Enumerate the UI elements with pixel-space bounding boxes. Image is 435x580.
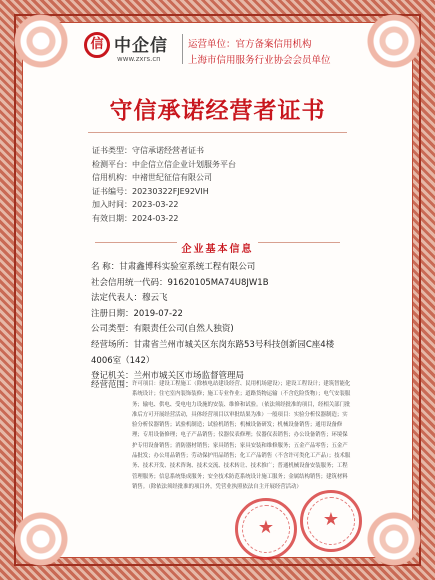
section-rule-right [258, 242, 340, 243]
basic-info [91, 260, 351, 385]
cert-row: 检测平台：中企信立信企业计划服务平台 [92, 159, 236, 169]
seal-stamp: ★ [235, 498, 297, 560]
basic-row: 经营场所：甘肃省兰州市城关区东岗东路53号科技创新园C座4楼 [91, 339, 335, 350]
operator-line-1: 运营单位：官方备案信用机构 [188, 39, 312, 50]
corner-ornament [366, 13, 422, 69]
brand-url: www.zxrs.cn [117, 55, 161, 63]
corner-ornament [13, 511, 69, 567]
brand-name: 中企信 [114, 36, 168, 56]
logo-icon: 信 [84, 32, 110, 58]
seal-stamp: ★ [300, 490, 362, 552]
business-scope: 许可项目：建设工程施工（除核电站建设经营、民用机场建设）；建设工程设计；建筑智能化系统设计；住宅室内装饰装修；施工专业作业；道路货物运输（不含危险货物）；电气安装服务；输电、供电、受电电力设施的安装、维修和试验。（依法须经批准的项目，经相关部门批准后方可开展经营活动，具体经营项目以审批结果为准）一般项目：实验分析仪器制造；实验分析仪器销售；试验机制造；试验机销售；机械设备研发；机械设备销售；通用设备修理；专用设备修理；电子产品销售；仪器仪表修理；仪器仪表销售；办公设备销售；环境保护专用设备销售；消防器材销售；家具销售；家具安装和维修服务；五金产品零售；五金产品批发；办公用品销售；劳动保护用品销售；化工产品销售（不含许可类化工产品）；技术服务、技术开发、技术咨询、技术交流、技术转让、技术推广；普通机械设备安装服务；工程管理服务；信息系统集成服务；安全技术防范系统设计施工服务；金属结构销售；建筑材料销售。（除依法须经批准的项目外，凭营业执照依法自主开展经营活动） [132, 381, 351, 490]
corner-ornament [366, 511, 422, 567]
title-divider [88, 132, 347, 133]
basic-row: 法定代表人：穆云飞 [91, 293, 168, 304]
basic-row: 4006室（142） [91, 355, 155, 366]
certificate-title: 守信承诺经营者证书 [109, 98, 326, 124]
basic-row: 注册日期：2019-07-22 [91, 308, 183, 319]
cert-row: 证书类型：守信承诺经营者证书 [92, 146, 204, 155]
cert-row: 有效日期：2024-03-22 [92, 213, 179, 223]
scope-label: 经营范围： [91, 380, 134, 390]
header-divider [182, 34, 183, 64]
operator-line-2: 上海市信用服务行业协会会员单位 [188, 55, 331, 66]
cert-info [92, 144, 352, 225]
basic-row: 社会信用统一代码：91620105MA74U8JW1B [91, 277, 269, 288]
cert-row: 加入时间：2023-03-22 [92, 200, 179, 209]
basic-row: 名 称：甘肃鑫博科实验室系统工程有限公司 [91, 262, 256, 272]
basic-row: 公司类型：有限责任公司(自然人独资) [91, 324, 234, 335]
brand-logo [84, 30, 176, 66]
corner-ornament [13, 13, 69, 69]
basic-row: 登记机关：兰州市城关区市场监督管理局 [91, 371, 245, 382]
cert-row: 证书编号：20230322FJE92VIH [92, 186, 209, 196]
section-title: 企业基本信息 [181, 244, 254, 255]
cert-row: 信用机构：中褚世纪征信有限公司 [92, 173, 212, 182]
